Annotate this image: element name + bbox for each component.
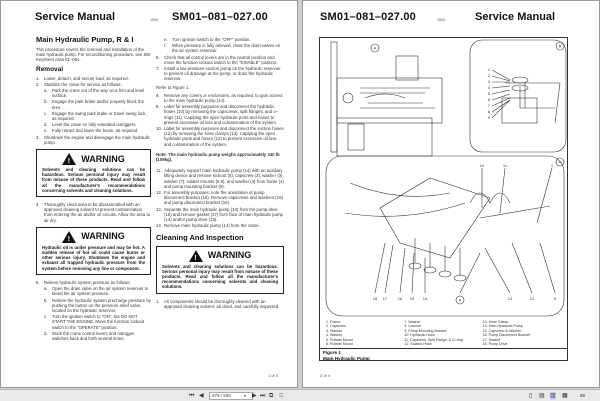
warning-box bbox=[36, 227, 151, 275]
list-item bbox=[156, 207, 284, 223]
item-text: Thoroughly clean area to be disassembled with an approved cleaning solvent to prevent contamination from entering the air and/or oil circuits. Allow the area to air dry. bbox=[44, 202, 151, 223]
figure-reference: Refer to Figure 1. bbox=[156, 84, 190, 90]
item-number: 11. bbox=[156, 168, 162, 174]
item-number: d. bbox=[44, 330, 48, 336]
pdf-page-1 bbox=[0, 0, 298, 388]
list-item bbox=[36, 286, 151, 296]
item-number: 2. bbox=[36, 81, 40, 87]
item-text: Check that all control levers are in the neutral position and move the function lockout switch to the "DISABLE" position. bbox=[164, 54, 278, 65]
item-text: Remove any covers or enclosures, as required, to gain access to the main hydraulic pump (14). bbox=[164, 92, 283, 104]
list-item bbox=[36, 298, 151, 314]
item-text: Engage the swing park brake or travel swing lock, as required. bbox=[52, 110, 147, 122]
cleaning-heading: Cleaning And Inspection bbox=[156, 232, 244, 242]
callout: 2 bbox=[487, 73, 491, 78]
list-item bbox=[156, 93, 284, 103]
figure-1 bbox=[319, 37, 568, 361]
continuous-view-icon[interactable]: ▤ bbox=[539, 393, 545, 399]
column-left bbox=[36, 35, 151, 342]
legend-item: 15. Capscrew & Washer bbox=[482, 328, 522, 333]
item-number: e. bbox=[44, 128, 48, 134]
callout: 17 bbox=[382, 296, 388, 301]
page-number: 1 of 4 bbox=[268, 373, 279, 378]
list-item bbox=[36, 331, 151, 341]
list-item bbox=[36, 99, 151, 109]
item-text: Separate the main hydraulic pump (14) from the pump drive (18) and remove gasket (17) from face of main hydraulic pump (14) and/or pump drive (18). bbox=[164, 206, 283, 223]
link-icon[interactable]: ⧉ bbox=[279, 393, 284, 399]
legend-item: 16. Pump Disconnect Bracket bbox=[482, 333, 530, 338]
two-page-continuous-icon[interactable]: ▦ bbox=[562, 393, 568, 399]
warning-title: WARNING bbox=[81, 153, 125, 164]
removal-heading: Removal bbox=[36, 65, 64, 73]
callout: 7 bbox=[487, 103, 491, 108]
list-item bbox=[36, 76, 151, 81]
warning-text: Hydraulic oil is under pressure and may be hot. A sudden release of hot oil could cause burns or other serious injury. Shutdown the engine and exhaust all trapped hydraulic pressure from the system before removing any line or component. bbox=[42, 244, 145, 271]
item-number: 10. bbox=[156, 126, 162, 132]
section-code: SM01–081–027.00 bbox=[172, 11, 268, 23]
legend-item: 17. Gasket bbox=[482, 337, 501, 342]
callout: 1 bbox=[487, 67, 491, 72]
item-number: b. bbox=[44, 99, 48, 105]
pdf-page-2 bbox=[302, 0, 600, 388]
list-item bbox=[36, 314, 151, 330]
revision-date: 1004 bbox=[150, 18, 158, 22]
item-text: Turn ignition switch to the "OFF" position. bbox=[172, 37, 251, 42]
callout: 18 bbox=[372, 296, 378, 301]
legend-item: 2. Capscrew bbox=[326, 324, 346, 329]
callout: 15 bbox=[409, 296, 415, 301]
callout: 4 bbox=[487, 85, 491, 90]
item-text: Adequately support main hydraulic pump (14) with an auxiliary lifting device and remove lockout (8), capscrew (2), washer (3), washer (7), rubber mounts (5,6), and washer (4) from frame (1) and pump mounting bracket (9). bbox=[164, 168, 284, 189]
item-number: 12. bbox=[156, 190, 162, 196]
callout: 10 bbox=[479, 163, 485, 168]
item-text: Remove main hydraulic pump (14) from the crane. bbox=[164, 223, 260, 229]
item-text: Install a low pressure suction pump on the hydraulic reservoir to prevent oil drainage at the pump, or drain the hydraulic reservoir. bbox=[164, 66, 281, 82]
legend-item: 10. Hydraulic Hose bbox=[404, 333, 435, 338]
warning-text: Solvents and cleaning solutions can be hazardous. Serious personal injury may result from misuse of these products. Read and follow all the manufacturer's recommendations concerning solvents and cleaning solutions. bbox=[162, 263, 278, 290]
item-text: Park the crane out of the way on a firm and level surface. bbox=[52, 88, 145, 99]
previous-page-button[interactable]: ◀ bbox=[199, 393, 204, 399]
hydraulic-pump-diagram bbox=[320, 38, 567, 318]
list-item bbox=[156, 66, 284, 82]
item-number: 3. bbox=[36, 134, 40, 140]
single-page-view-icon[interactable]: ▯ bbox=[529, 393, 533, 399]
item-number: 5. bbox=[36, 279, 40, 285]
viewer-toolbar bbox=[0, 389, 600, 401]
warning-box bbox=[156, 246, 284, 294]
list-item bbox=[36, 82, 151, 87]
list-item bbox=[156, 190, 284, 206]
item-number: 13. bbox=[156, 206, 162, 212]
callout: 3 bbox=[487, 79, 491, 84]
item-text: Label for assembly purposes and disconnect the suction hoses (12) by removing the hose clamps (13). Cap/plug the open hydraulic ports and hoses (12) to prevent excessive oil loss and contamination of the system. bbox=[164, 126, 284, 147]
list-item bbox=[36, 135, 151, 145]
legend-item: 8. Lockout bbox=[404, 324, 421, 329]
parts-legend bbox=[320, 319, 567, 346]
item-number: a. bbox=[44, 286, 48, 292]
item-text: Relieve the hydraulic system precharge pressure by pushing the button on the pressure relief valve, located on the hydraulic reservoir. bbox=[52, 297, 151, 313]
warning-icon bbox=[62, 153, 76, 165]
item-text: Open the drain valve on the air system reservoir to bleed the air system pressure. bbox=[52, 286, 149, 297]
callout: 6 bbox=[487, 97, 491, 102]
item-number: 1. bbox=[36, 75, 40, 81]
list-item bbox=[156, 37, 284, 42]
warning-icon bbox=[62, 231, 76, 243]
legend-item: 7. Washer bbox=[404, 320, 421, 324]
revision-date: 1004 bbox=[437, 18, 445, 22]
item-text: Fully retract and lower the boom, as required. bbox=[52, 128, 139, 134]
callout: 11 bbox=[502, 163, 508, 168]
legend-item: 3. Washer bbox=[326, 328, 343, 333]
callout: B bbox=[458, 297, 462, 303]
callout: 13 bbox=[507, 296, 513, 301]
item-text: Lower, detach, and secure load, as required. bbox=[44, 75, 129, 81]
item-number: 4. bbox=[36, 202, 40, 208]
item-text: Relieve hydraulic system pressure as follows: bbox=[44, 279, 131, 285]
detail-b-callout: B bbox=[558, 43, 562, 49]
page-number: 2 of 4 bbox=[320, 373, 331, 378]
item-number: b. bbox=[44, 297, 48, 303]
manual-title: Service Manual bbox=[35, 11, 116, 23]
legend-item: 4. Washer bbox=[326, 333, 343, 338]
manual-title: Service Manual bbox=[475, 11, 556, 23]
two-page-view-icon[interactable]: ▥ bbox=[550, 393, 556, 399]
warning-title: WARNING bbox=[81, 231, 125, 242]
next-page-button[interactable]: ▶ bbox=[252, 393, 257, 399]
list-item bbox=[36, 280, 151, 285]
figure-number: Figure 1 bbox=[323, 350, 341, 355]
item-text: Stabilize the crane for service as follows: bbox=[44, 81, 122, 87]
item-number: c. bbox=[44, 314, 48, 320]
item-text: Turn the ignition switch to "ON", but DO NOT START THE ENGINE. Move the function lockout switch to the "OPERATE" position. bbox=[52, 314, 145, 330]
legend-item: 11. Capscrew, Split Flange, & O–ring bbox=[404, 337, 463, 342]
item-text: For assembly purposes, note the orientation of pump disconnect bracket (16). Remove capscrews and washers (15) and pump disconnect bracket (16). bbox=[164, 190, 283, 206]
procedure-heading: Main Hydraulic Pump, R & I bbox=[36, 35, 134, 44]
item-text: Label for assembly purposes and disconnect the hydraulic hoses (10) by removing the capscrews, split flanges, and o–rings (11). Cap/plug the open hydraulic ports and hoses to prevent excessive oil loss and contamination of the system. bbox=[164, 104, 279, 125]
detail-a-label: A bbox=[558, 159, 562, 165]
zoom-level[interactable]: 89 bbox=[580, 393, 586, 398]
callout: 9 bbox=[553, 296, 557, 301]
callout: 14 bbox=[422, 296, 428, 301]
item-number: 6. bbox=[156, 54, 160, 60]
item-text: Shutdown the engine and disengage the main hydraulic pump. bbox=[44, 134, 150, 145]
legend-item: 9. Pump Mounting Bracket bbox=[404, 328, 447, 333]
column-right bbox=[156, 37, 284, 310]
list-item bbox=[156, 223, 284, 228]
item-number: 7. bbox=[156, 66, 160, 72]
warning-title: WARNING bbox=[207, 250, 252, 260]
item-number: 14. bbox=[156, 223, 162, 229]
callout: 12 bbox=[529, 296, 535, 301]
item-text: Work the crane control levers and outrigger switches back and forth several times. bbox=[52, 330, 135, 341]
list-item bbox=[36, 202, 151, 223]
warning-text: Solvents and cleaning solutions can be hazardous. Serious personal injury may result from misuse of these products. Read and follow all the manufacturer's recommendations concerning solvents and cleaning solutions. bbox=[42, 167, 145, 193]
page-number-input[interactable]: 579 / 938 bbox=[209, 392, 253, 400]
list-item bbox=[156, 126, 284, 147]
page-dropdown-icon[interactable]: ▾ bbox=[244, 393, 247, 398]
callout: 8 bbox=[487, 109, 491, 114]
list-item bbox=[156, 299, 284, 309]
last-page-button[interactable]: ⏭ bbox=[260, 393, 266, 399]
list-item bbox=[36, 111, 151, 121]
item-number: a. bbox=[44, 88, 48, 94]
item-text: When pressure is fully relieved, close the drain valves on the air system reservoir. bbox=[172, 43, 281, 54]
list-item bbox=[156, 104, 284, 125]
item-number: 9. bbox=[156, 104, 160, 110]
list-item bbox=[156, 43, 284, 53]
legend-item: 6. Rubber Mount bbox=[326, 342, 353, 347]
item-number: e. bbox=[164, 37, 168, 42]
legend-item: 5. Rubber Mount bbox=[326, 337, 353, 342]
legend-item: 18. Pump Drive bbox=[482, 342, 508, 347]
list-item bbox=[156, 55, 284, 65]
callout: 5 bbox=[487, 91, 491, 96]
item-number: 1. bbox=[156, 298, 160, 304]
warning-icon bbox=[189, 250, 203, 262]
intro-text: This procedure covers the removal and installation of the main hydraulic pump. For reconditioning procedure, see SM Keysheet Area 01–081. bbox=[36, 47, 150, 63]
weight-note: Note: The main hydraulic pump weighs approximately 240 lb (109kg). bbox=[156, 151, 280, 163]
copy-icon[interactable]: ⧉ bbox=[269, 393, 274, 399]
item-text: Engage the park brake and/or properly block the tires. bbox=[52, 99, 144, 110]
item-number: c. bbox=[44, 110, 48, 116]
list-item bbox=[36, 122, 151, 127]
item-number: 8. bbox=[156, 92, 160, 98]
first-page-button[interactable]: ⏮ bbox=[189, 393, 195, 399]
figure-caption bbox=[320, 348, 567, 362]
legend-item: 12. Suction Hose bbox=[404, 342, 432, 347]
item-number: d. bbox=[44, 122, 48, 128]
detail-a-callout: A bbox=[373, 45, 377, 51]
callout: 1 bbox=[550, 163, 554, 168]
item-text: Level the crane on fully extended outriggers. bbox=[52, 122, 137, 128]
item-text: All components should be thoroughly cleaned with an approved cleaning solvent, air dried, and carefully inspected. bbox=[164, 298, 280, 309]
item-number: f. bbox=[164, 43, 167, 49]
list-item bbox=[156, 168, 284, 189]
warning-box bbox=[36, 149, 151, 197]
list-item bbox=[36, 88, 151, 98]
legend-item: 13. Hose Clamp bbox=[482, 320, 509, 324]
callout: 9 bbox=[487, 115, 491, 120]
figure-title: Main Hydraulic Pump bbox=[323, 355, 370, 361]
callout: 16 bbox=[397, 296, 403, 301]
section-code: SM01–081–027.00 bbox=[320, 11, 416, 23]
list-item bbox=[36, 128, 151, 133]
legend-item: 14. Main Hydraulic Pump bbox=[482, 324, 523, 329]
legend-item: 1. Frame bbox=[326, 320, 341, 324]
